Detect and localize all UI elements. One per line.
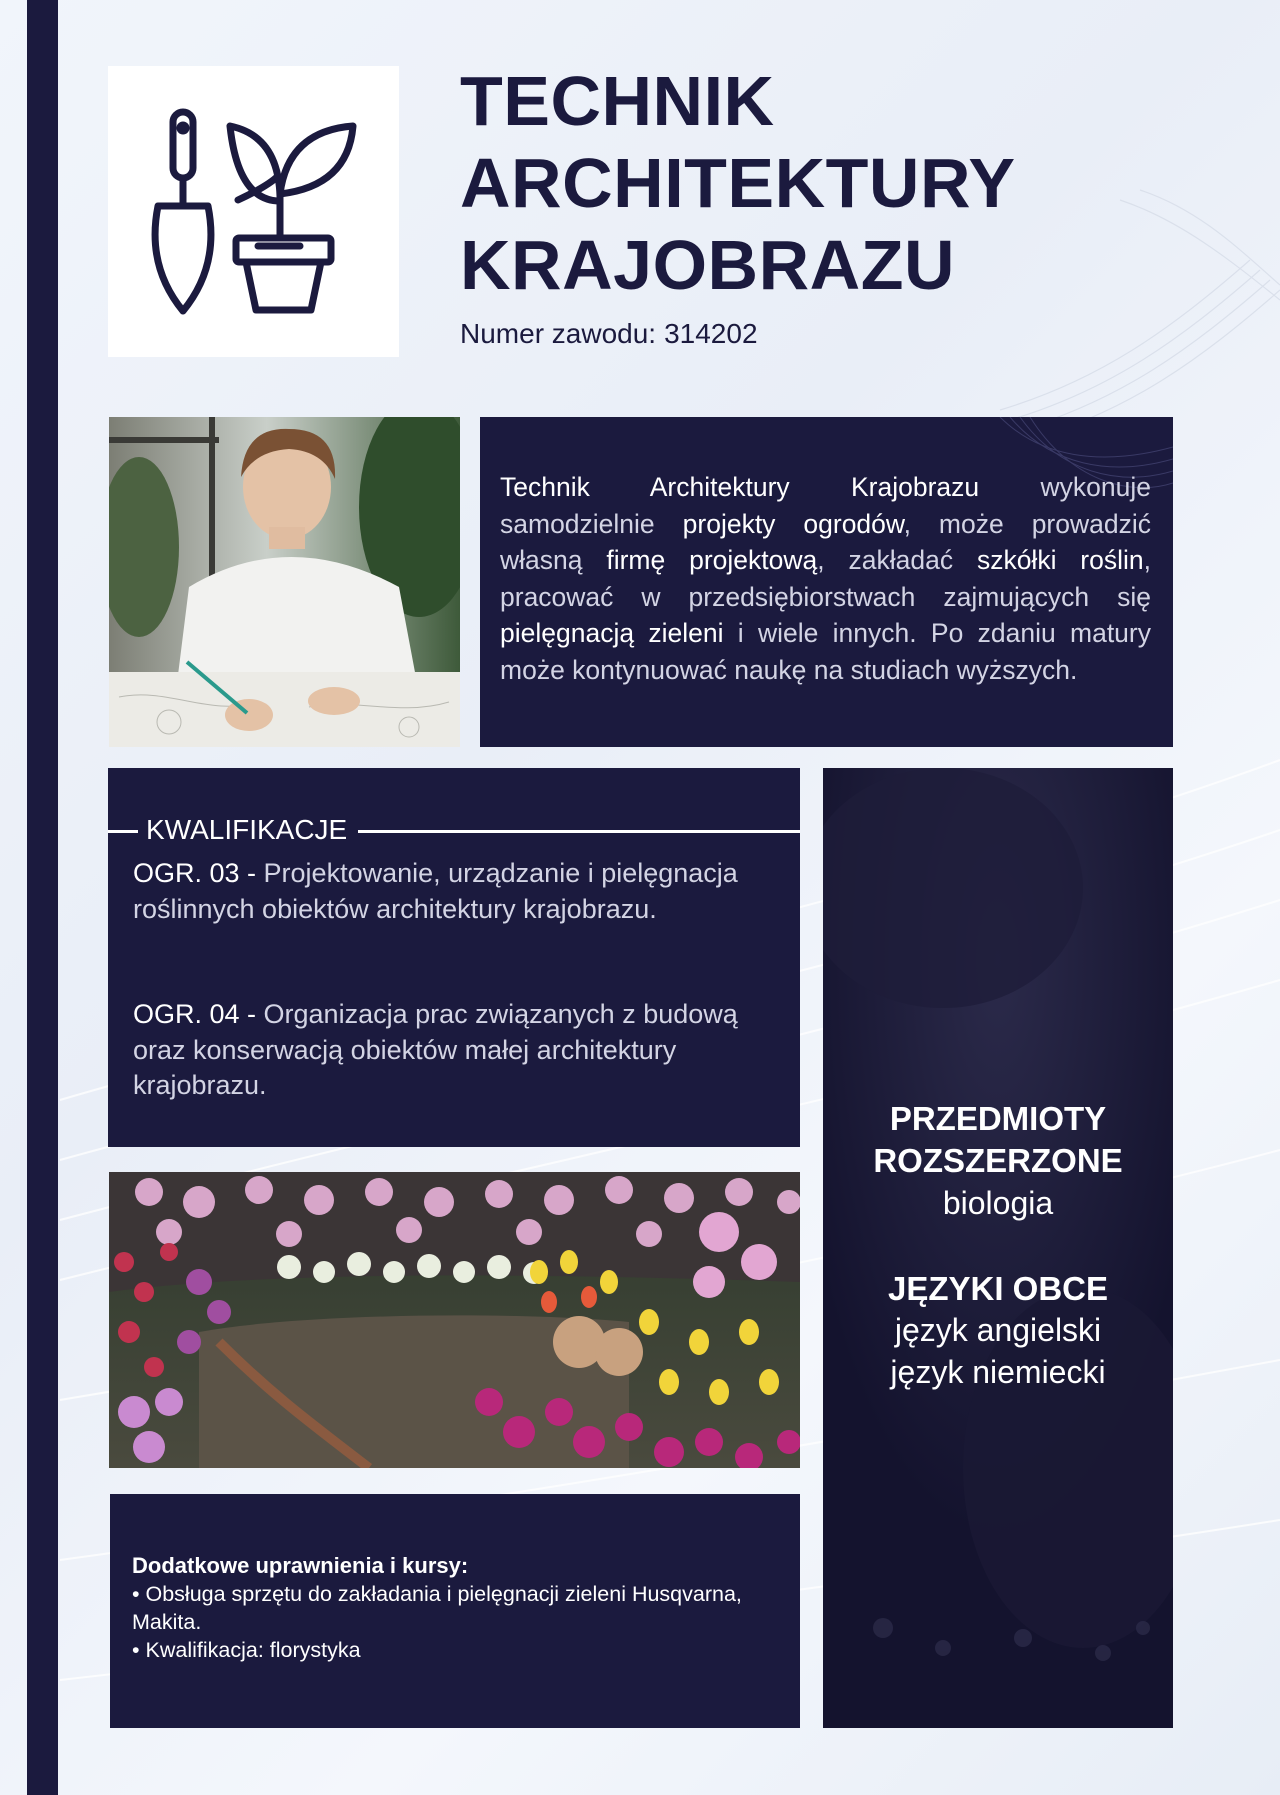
logo: [108, 66, 399, 357]
extended-subjects-heading-line2: ROZSZERZONE: [873, 1142, 1123, 1179]
trowel-icon: [155, 112, 211, 311]
qualification-item: OGR. 03 - Projektowanie, urządzanie i pielęgnacja roślinnych obiektów architektury krajobrazu.: [133, 858, 738, 924]
extended-subjects-heading: PRZEDMIOTY: [889, 1100, 1107, 1137]
potted-plant-icon: [230, 126, 353, 310]
qualifications-header: [108, 792, 800, 845]
header-rule-right: [358, 830, 800, 833]
header-rule-left: [108, 830, 138, 833]
page-title: TECHNIK ARCHITEKTURY KRAJOBRAZU: [460, 62, 1016, 304]
course-item: • Obsługa sprzętu do zakładania i pielęgnacji zieleni Husqvarna, Makita.: [132, 1582, 742, 1634]
student-drawing-photo: [109, 417, 460, 747]
qualifications-heading: KWALIFIKACJE: [146, 814, 348, 845]
extended-subject-value: biologia: [942, 1185, 1054, 1221]
language-item: język angielski: [894, 1312, 1102, 1348]
subjects-panel: [823, 768, 1173, 1728]
description-panel: [480, 417, 1173, 747]
qualification-item: OGR. 04 - Organizacja prac związanych z budową oraz konserwacją obiektów małej architektury krajobrazu.: [133, 999, 738, 1100]
language-item: język niemiecki: [890, 1354, 1106, 1390]
languages-heading: JĘZYKI OBCE: [887, 1270, 1109, 1307]
courses-title: Dodatkowe uprawnienia i kursy:: [132, 1553, 469, 1578]
left-accent-bar: [27, 0, 58, 1795]
courses-panel: [110, 1494, 800, 1728]
flower-garden-photo: [109, 1172, 800, 1468]
description-text: Technik Architektury Krajobrazu wykonuje samodzielnie projekty ogrodów, może prowadzić własną firmę projektową, zakładać szkółki roślin, pracować w przedsiębiorstwach zajmujących się pielęgnacją zieleni i wiele innych. Po zdaniu matury może kontynuować naukę na studiach wyższych.: [500, 472, 1152, 685]
qualifications-panel: [108, 768, 800, 1147]
profession-number: Numer zawodu: 314202: [460, 318, 758, 349]
subjects-background-image: [823, 768, 1173, 1728]
course-item: • Kwalifikacja: florystyka: [132, 1638, 361, 1662]
